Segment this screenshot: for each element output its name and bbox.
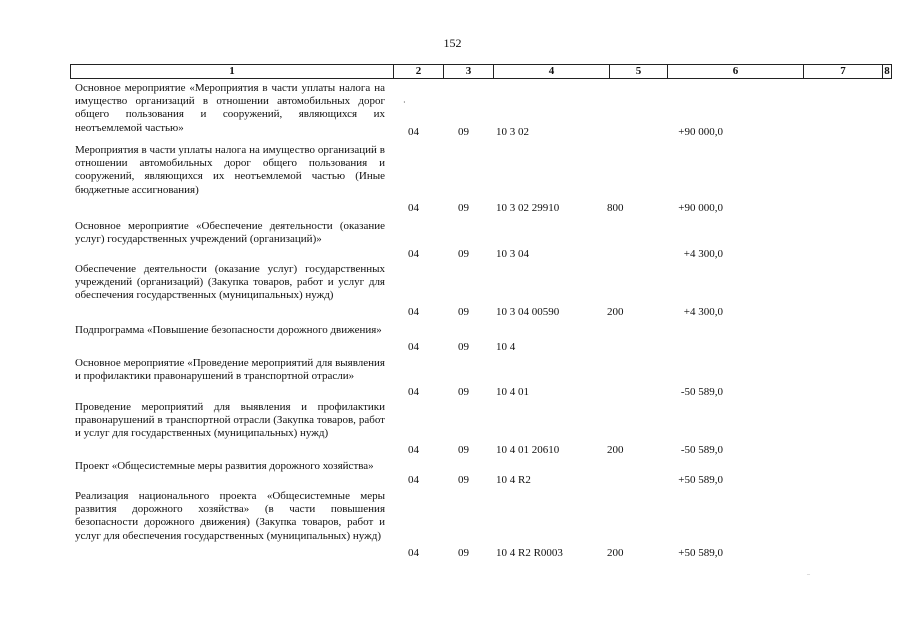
row-expense-type: 800	[607, 201, 624, 214]
header-col-1: 1	[71, 65, 394, 78]
row-description: Обеспечение деятельности (оказание услуг) государственных учреждений (организаций) (Закупка товаров, работ и услуг для обеспечения государственных (муниципальных) нужд)	[75, 263, 385, 302]
table-row	[0, 263, 905, 319]
row-section: 04	[408, 443, 419, 456]
row-section: 04	[408, 201, 419, 214]
row-section: 04	[408, 305, 419, 318]
row-amount: +4 300,0	[683, 247, 723, 260]
row-target-article: 10 4	[496, 340, 516, 353]
row-target-article: 10 3 04 00590	[496, 305, 560, 318]
row-subsection: 09	[458, 305, 469, 318]
table-row	[0, 220, 905, 261]
row-target-article: 10 4 01	[496, 385, 529, 398]
row-description: Основное мероприятие «Мероприятия в части уплаты налога на имущество организаций в отношении автомобильных дорог общего пользования и сооружений, являющихся их неотъемлемой частью»	[75, 82, 385, 134]
row-amount: +4 300,0	[683, 305, 723, 318]
table-row	[0, 144, 905, 215]
row-expense-type: 200	[607, 443, 624, 456]
table-row	[0, 324, 905, 354]
row-expense-type: 200	[607, 546, 624, 559]
row-description: Мероприятия в части уплаты налога на имущество организаций в отношении автомобильных дорог общего пользования и сооружений, являющихся их неотъемлемой частью (Иные бюджетные ассигнования)	[75, 144, 385, 196]
table-row	[0, 82, 905, 139]
row-subsection: 09	[458, 125, 469, 138]
scan-speck: ·	[403, 98, 406, 107]
row-description: Основное мероприятие «Проведение мероприятий для выявления и профилактики правонарушений в транспортной отрасли»	[75, 357, 385, 383]
row-target-article: 10 3 04	[496, 247, 529, 260]
row-description: Реализация национального проекта «Общесистемные меры развития дорожного хозяйства» (в части повышения безопасности дорожного движения) (Закупка товаров, работ и услуг для обеспечения государственных (муниципальных) нужд)	[75, 490, 385, 542]
row-description: Проект «Общесистемные меры развития дорожного хозяйства»	[75, 460, 374, 472]
row-amount: +50 589,0	[678, 546, 723, 559]
row-section: 04	[408, 546, 419, 559]
row-subsection: 09	[458, 546, 469, 559]
header-col-3: 3	[444, 65, 494, 78]
row-target-article: 10 3 02	[496, 125, 529, 138]
row-target-article: 10 3 02 29910	[496, 201, 560, 214]
table-row	[0, 401, 905, 457]
header-col-4: 4	[494, 65, 610, 78]
header-col-8: 8	[884, 65, 890, 77]
row-amount: +50 589,0	[678, 473, 723, 486]
row-section: 04	[408, 340, 419, 353]
header-col-2: 2	[394, 65, 444, 78]
row-description: Подпрограмма «Повышение безопасности дорожного движения»	[75, 324, 382, 336]
table-header-row	[70, 64, 892, 79]
row-amount: -50 589,0	[680, 443, 723, 456]
scan-speck: –	[807, 572, 810, 578]
row-amount: +90 000,0	[678, 201, 723, 214]
row-target-article: 10 4 R2 R0003	[496, 546, 563, 559]
row-subsection: 09	[458, 201, 469, 214]
row-section: 04	[408, 385, 419, 398]
row-description: Основное мероприятие «Обеспечение деятельности (оказание услуг) государственных учреждений (организаций)»	[75, 220, 385, 246]
row-section: 04	[408, 473, 419, 486]
table-row	[0, 357, 905, 399]
header-col-7: 7	[804, 65, 883, 78]
row-section: 04	[408, 247, 419, 260]
header-col-5: 5	[610, 65, 668, 78]
page-number: 152	[443, 36, 462, 50]
table-row	[0, 490, 905, 560]
row-expense-type: 200	[607, 305, 624, 318]
row-subsection: 09	[458, 247, 469, 260]
header-col-6: 6	[668, 65, 804, 78]
row-amount: +90 000,0	[678, 125, 723, 138]
row-subsection: 09	[458, 340, 469, 353]
row-subsection: 09	[458, 385, 469, 398]
row-description: Проведение мероприятий для выявления и профилактики правонарушений в транспортной отрасли (Закупка товаров, работ и услуг для государственных (муниципальных) нужд)	[75, 401, 385, 440]
row-target-article: 10 4 R2	[496, 473, 531, 486]
row-amount: -50 589,0	[680, 385, 723, 398]
row-target-article: 10 4 01 20610	[496, 443, 560, 456]
table-row	[0, 460, 905, 487]
row-subsection: 09	[458, 443, 469, 456]
row-section: 04	[408, 125, 419, 138]
row-subsection: 09	[458, 473, 469, 486]
